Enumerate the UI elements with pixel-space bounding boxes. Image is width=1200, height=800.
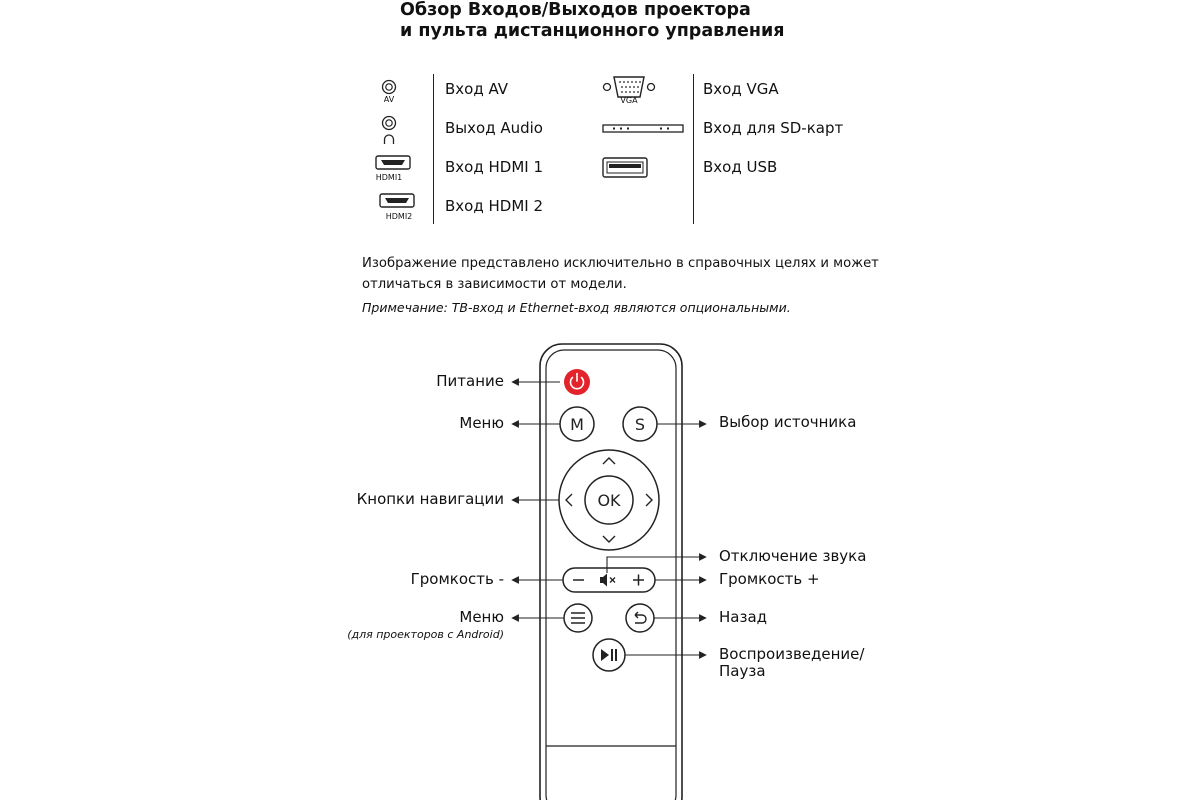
nav-right-icon[interactable]	[646, 494, 652, 506]
remote-body	[540, 344, 682, 800]
label-mute: Отключение звука	[719, 547, 867, 565]
label-play-pause-line-1: Воспроизведение/	[719, 645, 865, 663]
volume-up-icon[interactable]	[633, 575, 644, 586]
android-menu-button[interactable]	[564, 604, 592, 632]
vga-caption: VGA	[620, 96, 638, 105]
source-button[interactable]	[623, 407, 657, 441]
disclaimer	[362, 253, 879, 295]
mute-icon[interactable]	[600, 574, 615, 587]
label-power: Питание	[436, 372, 504, 390]
back-arrow-icon	[635, 612, 646, 623]
label-navigation: Кнопки навигации	[356, 490, 504, 508]
port-label-usb: Вход USB	[703, 158, 778, 176]
disclaimer-line-2: отличаться в зависимости от модели.	[362, 277, 627, 292]
label-android-menu: Меню	[459, 608, 504, 626]
title-line-1: Обзор Входов/Выходов проектора	[400, 0, 751, 20]
port-label-audio: Выход Audio	[445, 119, 543, 137]
label-back: Назад	[719, 608, 768, 626]
label-play-pause-line-2: Пауза	[719, 662, 766, 680]
av-jack-icon	[383, 81, 396, 94]
nav-up-icon[interactable]	[603, 458, 615, 464]
vga-port-icon	[604, 77, 655, 97]
menu-button[interactable]	[560, 407, 594, 441]
label-source: Выбор источника	[719, 413, 857, 431]
sd-slot-icon	[603, 125, 683, 132]
source-button-label: S	[634, 415, 646, 434]
play-pause-button[interactable]	[593, 639, 625, 671]
title-line-2: и пульта дистанционного управления	[400, 21, 785, 41]
port-label-hdmi2: Вход HDMI 2	[445, 197, 543, 215]
headphone-jack-icon	[383, 117, 396, 145]
label-vol-down: Громкость -	[410, 570, 504, 588]
power-button[interactable]	[564, 369, 590, 395]
ok-button-label: OK	[597, 491, 621, 510]
leader-mute	[607, 557, 706, 573]
hdmi2-caption: HDMI2	[385, 212, 413, 221]
usb-port-icon	[603, 158, 647, 177]
note: Примечание: ТВ-вход и Ethernet-вход являются опциональными.	[362, 300, 791, 315]
divider-left	[433, 74, 434, 224]
port-label-hdmi1: Вход HDMI 1	[445, 158, 543, 176]
page-title	[400, 0, 785, 42]
disclaimer-line-1: Изображение представлено исключительно в справочных целях и может	[362, 256, 879, 271]
remote-diagram	[330, 335, 890, 800]
navigation-pad[interactable]	[559, 450, 659, 550]
menu-button-label: M	[570, 415, 584, 434]
volume-bar[interactable]	[563, 568, 655, 592]
hdmi-port-icon	[380, 194, 414, 207]
label-android-menu-sub: (для проекторов с Android)	[347, 628, 504, 641]
label-menu: Меню	[459, 414, 504, 432]
hamburger-icon	[571, 613, 585, 623]
hdmi-port-icon	[376, 156, 410, 169]
label-vol-up: Громкость +	[719, 570, 820, 588]
nav-left-icon[interactable]	[566, 494, 572, 506]
nav-down-icon[interactable]	[603, 536, 615, 542]
back-button[interactable]	[626, 604, 654, 632]
label-play-pause	[719, 646, 864, 680]
port-label-sd: Вход для SD-карт	[703, 119, 844, 137]
hdmi1-caption: HDMI1	[375, 173, 403, 182]
port-label-vga: Вход VGA	[703, 80, 779, 98]
divider-right	[693, 74, 694, 224]
port-label-av: Вход AV	[445, 80, 509, 98]
play-pause-icon	[601, 649, 617, 661]
av-caption: AV	[383, 95, 395, 104]
